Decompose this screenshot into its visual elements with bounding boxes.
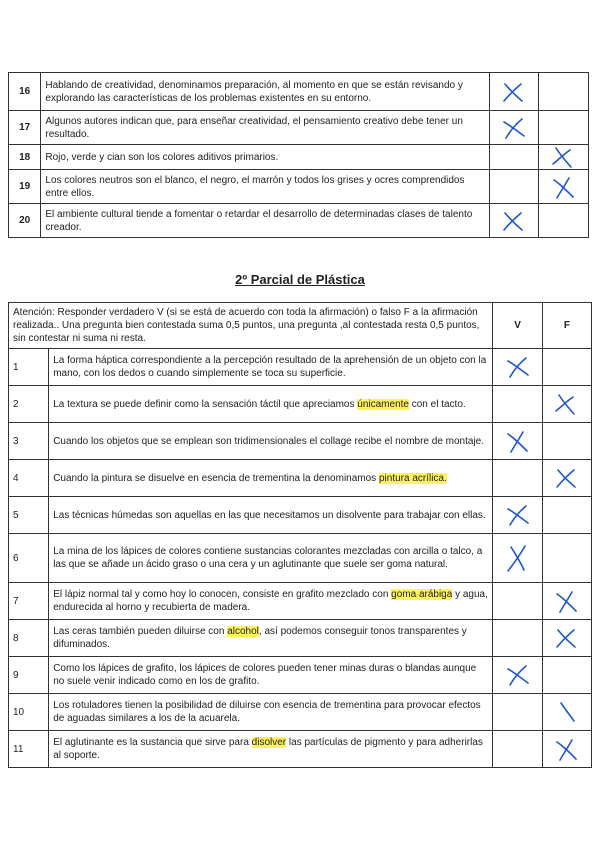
question-cell bbox=[49, 694, 493, 731]
handwritten-x-mark-icon bbox=[504, 429, 532, 453]
column-header-v: V bbox=[493, 303, 542, 349]
question-text: Hablando de creatividad, denominamos preparación, al momento en que se están revisando y explorando las características de los problemas existentes en su entorno. bbox=[41, 73, 489, 111]
question-text: Como los lápices de grafito, los lápices de colores pueden tener minas duras o blandas aunque no suele venir indicado como en los de grafito. bbox=[53, 663, 477, 687]
answer-cell-f bbox=[539, 170, 589, 204]
answer-cell-f bbox=[542, 386, 591, 423]
handwritten-x-mark-icon bbox=[550, 175, 578, 199]
answer-cell-v bbox=[493, 731, 542, 768]
question-number: 18 bbox=[9, 145, 41, 170]
question-number: 10 bbox=[9, 694, 49, 731]
question-text: Las técnicas húmedas son aquellas en las que necesitamos un disolvente para trabajar con ellas. bbox=[53, 509, 486, 521]
answer-cell-f bbox=[542, 460, 591, 497]
highlighted-text: únicamente bbox=[357, 398, 409, 410]
question-number: 6 bbox=[9, 534, 49, 583]
section-title: 2º Parcial de Plástica bbox=[235, 272, 365, 287]
question-number: 5 bbox=[9, 497, 49, 534]
question-text: El aglutinante es la sustancia que sirve para bbox=[53, 737, 252, 748]
answer-cell-v bbox=[493, 497, 542, 534]
question-number: 16 bbox=[9, 73, 41, 111]
handwritten-x-mark-icon bbox=[500, 209, 528, 233]
question-cell bbox=[49, 386, 493, 423]
question-number: 8 bbox=[9, 620, 49, 657]
answer-cell-v bbox=[489, 204, 539, 238]
answer-cell-v bbox=[493, 657, 542, 694]
handwritten-x-mark-icon bbox=[550, 145, 578, 169]
question-number: 3 bbox=[9, 423, 49, 460]
answer-cell-f bbox=[539, 204, 589, 238]
answer-cell-v bbox=[489, 73, 539, 111]
answer-cell-v bbox=[493, 349, 542, 386]
answer-cell-f bbox=[539, 111, 589, 145]
question-cell bbox=[49, 349, 493, 386]
question-number: 19 bbox=[9, 170, 41, 204]
question-cell bbox=[49, 534, 493, 583]
question-number: 2 bbox=[9, 386, 49, 423]
question-row bbox=[9, 204, 589, 238]
question-text: Las ceras también pueden diluirse con bbox=[53, 626, 228, 637]
question-number: 11 bbox=[9, 731, 49, 768]
handwritten-x-mark-icon bbox=[504, 503, 532, 527]
handwritten-x-mark-icon bbox=[553, 392, 581, 416]
question-text-rest: con el tacto. bbox=[408, 398, 466, 410]
answer-cell-v bbox=[489, 170, 539, 204]
answer-cell-v bbox=[489, 111, 539, 145]
exam-question-row bbox=[9, 731, 592, 768]
question-text: La mina de los lápices de colores contiene sustancias colorantes mezcladas con arcilla o talco, a las que se añade un ácido graso o una cera y un aglutinante que suele ser goma natural. bbox=[53, 546, 483, 570]
previous-questions-table bbox=[8, 72, 589, 238]
question-number: 4 bbox=[9, 460, 49, 497]
answer-cell-f bbox=[542, 497, 591, 534]
question-number: 1 bbox=[9, 349, 49, 386]
exam-question-row bbox=[9, 620, 592, 657]
handwritten-slash-mark-icon bbox=[553, 700, 581, 724]
answer-cell-f bbox=[542, 534, 591, 583]
question-number: 7 bbox=[9, 583, 49, 620]
question-cell bbox=[49, 731, 493, 768]
question-cell bbox=[49, 620, 493, 657]
question-cell bbox=[49, 497, 493, 534]
question-cell bbox=[49, 657, 493, 694]
handwritten-x-mark-icon bbox=[500, 116, 528, 140]
question-text-rest: las partículas de pigmento y para adherirlas al soporte. bbox=[53, 737, 483, 761]
exam-header-row bbox=[9, 303, 592, 349]
answer-cell-v bbox=[493, 694, 542, 731]
handwritten-x-mark-icon bbox=[553, 466, 581, 490]
highlighted-text: alcohol bbox=[227, 626, 259, 637]
answer-cell-f bbox=[542, 583, 591, 620]
answer-cell-v bbox=[493, 386, 542, 423]
answer-cell-f bbox=[542, 731, 591, 768]
question-number: 9 bbox=[9, 657, 49, 694]
highlighted-text: pintura acrílica. bbox=[378, 472, 447, 484]
exam-question-row bbox=[9, 534, 592, 583]
question-row bbox=[9, 111, 589, 145]
answer-cell-v bbox=[493, 423, 542, 460]
exam-question-row bbox=[9, 423, 592, 460]
question-text: La textura se puede definir como la sensación táctil que apreciamos bbox=[53, 398, 358, 410]
exam-table bbox=[8, 302, 592, 768]
question-cell bbox=[49, 460, 493, 497]
question-row bbox=[9, 73, 589, 111]
exam-question-row bbox=[9, 583, 592, 620]
question-row bbox=[9, 145, 589, 170]
question-cell bbox=[49, 583, 493, 620]
question-text: El lápiz normal tal y como hoy lo conocen, consiste en grafito mezclado con bbox=[53, 589, 392, 600]
answer-cell-v bbox=[493, 460, 542, 497]
question-text: La forma háptica correspondiente a la percepción resultado de la aprehensión de un objeto con la mano, con los dedos o cuando simplemente se toca su superficie. bbox=[53, 355, 487, 379]
answer-cell-f bbox=[542, 657, 591, 694]
highlighted-text: disolver bbox=[251, 737, 287, 748]
answer-cell-f bbox=[542, 694, 591, 731]
question-text: Rojo, verde y cian son los colores aditivos primarios. bbox=[41, 145, 489, 170]
answer-cell-f bbox=[542, 423, 591, 460]
exam-question-row bbox=[9, 497, 592, 534]
question-number: 20 bbox=[9, 204, 41, 238]
answer-cell-f bbox=[539, 145, 589, 170]
question-text: Cuando los objetos que se emplean son tridimensionales el collage recibe el nombre de montaje. bbox=[53, 435, 485, 447]
question-text-rest: , así podemos conseguir tonos transparentes y difuminados. bbox=[53, 626, 467, 650]
answer-cell-v bbox=[493, 620, 542, 657]
exam-question-row bbox=[9, 386, 592, 423]
handwritten-x-mark-icon bbox=[500, 80, 528, 104]
column-header-f: F bbox=[542, 303, 591, 349]
answer-cell-f bbox=[542, 349, 591, 386]
question-text: Algunos autores indican que, para enseñar creatividad, el pensamiento creativo debe tener un resultado. bbox=[41, 111, 489, 145]
question-row bbox=[9, 170, 589, 204]
answer-cell-f bbox=[539, 73, 589, 111]
exam-question-row bbox=[9, 657, 592, 694]
answer-cell-f bbox=[542, 620, 591, 657]
exam-instructions: Atención: Responder verdadero V (si se está de acuerdo con toda la afirmación) o falso F a la afirmación realizada.. Una pregunta bien contestada suma 0,5 puntos, una pregunta ,al contestada resta 0,5 puntos, sin contestar ni suma ni resta. bbox=[9, 303, 493, 349]
question-text: Los colores neutros son el blanco, el negro, el marrón y todos los grises y ocres comprendidos entre ellos. bbox=[41, 170, 489, 204]
handwritten-x-mark-icon bbox=[504, 355, 532, 379]
handwritten-x-mark-icon bbox=[553, 589, 581, 613]
handwritten-x-mark-icon bbox=[553, 626, 581, 650]
question-text: Los rotuladores tienen la posibilidad de diluirse con esencia de trementina para provocar efectos de aguadas similares a los de la acuarela. bbox=[53, 700, 481, 724]
handwritten-x-mark-icon bbox=[504, 543, 532, 573]
exam-question-row bbox=[9, 460, 592, 497]
answer-cell-v bbox=[493, 583, 542, 620]
highlighted-text: goma arábiga bbox=[391, 589, 453, 600]
question-text: El ambiente cultural tiende a fomentar o retardar el desarrollo de determinadas clases de talento creador. bbox=[41, 204, 489, 238]
exam-question-row bbox=[9, 694, 592, 731]
handwritten-x-mark-icon bbox=[553, 737, 581, 761]
answer-cell-v bbox=[489, 145, 539, 170]
question-text: Cuando la pintura se disuelve en esencia de trementina la denominamos bbox=[53, 472, 379, 484]
handwritten-x-mark-icon bbox=[504, 663, 532, 687]
exam-question-row bbox=[9, 349, 592, 386]
question-number: 17 bbox=[9, 111, 41, 145]
question-cell bbox=[49, 423, 493, 460]
answer-cell-v bbox=[493, 534, 542, 583]
question-text-rest: y agua, endurecida al horno y recubierta de madera. bbox=[53, 589, 488, 613]
